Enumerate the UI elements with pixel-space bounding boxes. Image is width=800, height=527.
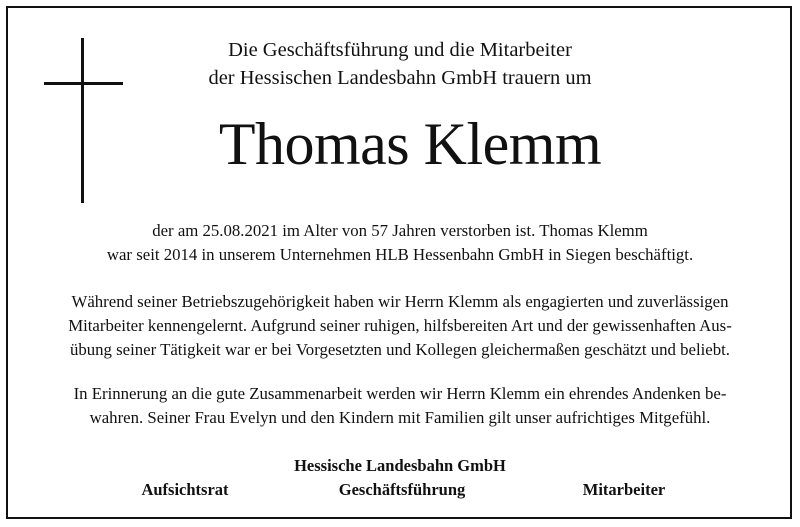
paragraph-line: In Erinnerung an die gute Zusammenarbeit werden wir Herrn Klemm ein ehrendes Andenken be- <box>73 384 727 403</box>
signature-management: Geschäftsführung <box>338 480 466 499</box>
signature-supervisory-board: Aufsichtsrat <box>141 480 229 499</box>
cross-icon-crossbar <box>44 82 123 85</box>
intro-line: Die Geschäftsführung und die Mitarbeiter <box>228 39 572 61</box>
paragraph-tribute <box>28 290 772 362</box>
deceased-name: Thomas Klemm <box>218 111 602 177</box>
paragraph-line: der am 25.08.2021 im Alter von 57 Jahren verstorben ist. Thomas Klemm <box>152 221 648 240</box>
paragraph-condolence <box>28 382 772 430</box>
intro-line: der Hessischen Landesbahn GmbH trauern um <box>208 67 592 89</box>
signature-employees: Mitarbeiter <box>582 480 666 499</box>
signature-company: Hessische Landesbahn GmbH <box>294 456 506 475</box>
paragraph-death-notice <box>28 219 772 267</box>
paragraph-line: war seit 2014 in unserem Unternehmen HLB Hessenbahn GmbH in Siegen beschäftigt. <box>106 245 694 264</box>
paragraph-line: Mitarbeiter kennengelernt. Aufgrund seiner ruhigen, hilfsbereiten Art und der gewissenhaften Aus- <box>68 316 732 335</box>
paragraph-line: übung seiner Tätigkeit war er bei Vorgesetzten und Kollegen gleichermaßen geschätzt und beliebt. <box>69 340 730 359</box>
paragraph-line: Während seiner Betriebszugehörigkeit haben wir Herrn Klemm als engagierten und zuverlässigen <box>71 292 729 311</box>
paragraph-line: wahren. Seiner Frau Evelyn und den Kindern mit Familien gilt unser aufrichtiges Mitgefühl. <box>89 408 711 427</box>
intro-text <box>150 36 650 92</box>
cross-icon <box>81 38 84 203</box>
